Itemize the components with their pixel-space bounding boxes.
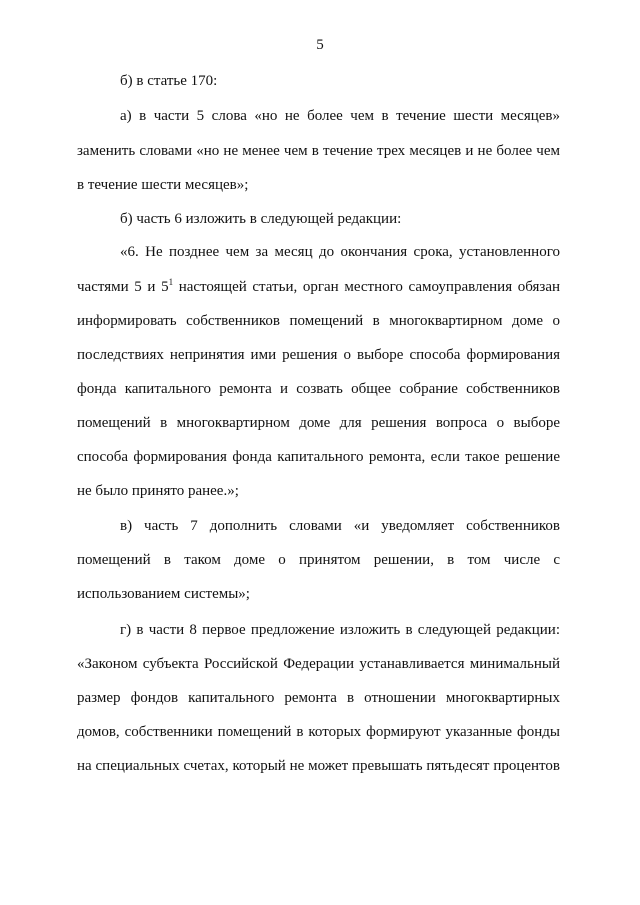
text-line: на специальных счетах, который не может превышать пятьдесят процентов	[77, 758, 560, 774]
line-start: частями 5 и 5	[77, 279, 169, 295]
text-line: «6. Не позднее чем за месяц до окончания срока, установленного	[120, 244, 560, 260]
text-line: г) в части 8 первое предложение изложить в следующей редакции:	[120, 622, 560, 638]
text-line: не было принято ранее.»;	[77, 483, 239, 499]
text-line: домов, собственники помещений в которых формируют указанные фонды	[77, 724, 560, 740]
text-line: способа формирования фонда капитального ремонта, если такое решение	[77, 449, 560, 465]
text-line: последствиях непринятия ими решения о выборе способа формирования	[77, 347, 560, 363]
text-line: а) в части 5 слова «но не более чем в течение шести месяцев»	[120, 108, 560, 124]
text-line: б) в статье 170:	[120, 73, 218, 89]
text-line: использованием системы»;	[77, 586, 250, 602]
text-line: в) часть 7 дополнить словами «и уведомляет собственников	[120, 518, 560, 534]
text-line-with-superscript	[0, 278, 640, 296]
page-number: 5	[316, 37, 324, 53]
text-line: помещений в таком доме о принятом решении, в том числе с	[77, 552, 560, 568]
text-line: в течение шести месяцев»;	[77, 177, 249, 193]
text-line: «Законом субъекта Российской Федерации устанавливается минимальный	[77, 656, 560, 672]
superscript: 1	[168, 277, 174, 287]
text-line: б) часть 6 изложить в следующей редакции:	[120, 211, 402, 227]
text-line: фонда капитального ремонта и созвать общее собрание собственников	[77, 381, 560, 397]
text-line: информировать собственников помещений в многоквартирном доме о	[77, 313, 560, 329]
text-line: заменить словами «но не менее чем в течение трех месяцев и не более чем	[77, 143, 560, 159]
line-end: настоящей статьи, орган местного самоуправления обязан	[173, 279, 561, 295]
text-line: размер фондов капитального ремонта в отношении многоквартирных	[77, 690, 560, 706]
text-line: помещений в многоквартирном доме для решения вопроса о выборе	[77, 415, 560, 431]
